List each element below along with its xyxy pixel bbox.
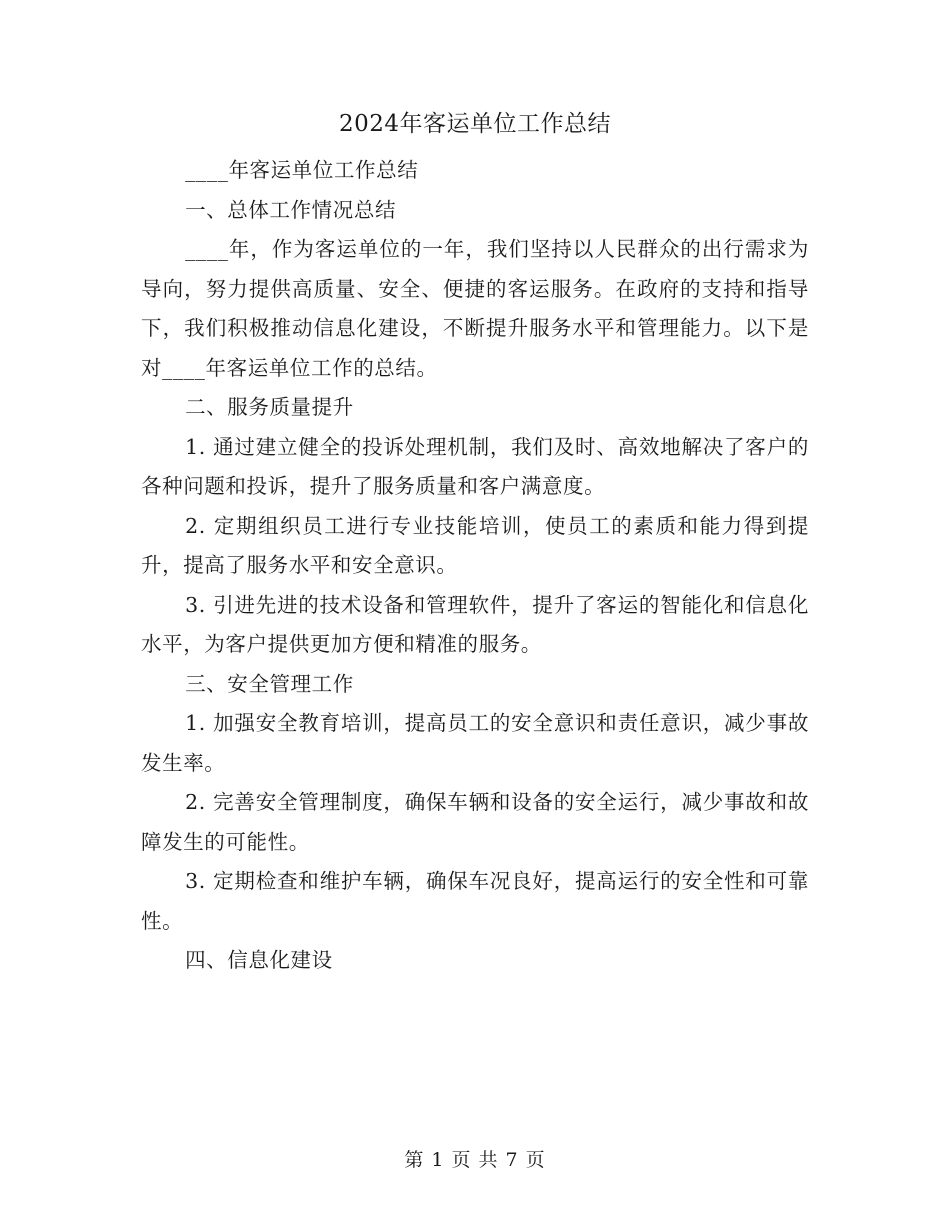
paragraph-service-1: 1. 通过建立健全的投诉处理机制，我们及时、高效地解决了客户的各种问题和投诉，提升了服务质量和客户满意度。 [141,434,809,498]
section-heading-it: 四、信息化建设 [185,948,333,972]
paragraph-safety-2: 2. 完善安全管理制度，确保车辆和设备的安全运行，减少事故和故障发生的可能性。 [141,790,809,854]
section-heading-service: 二、服务质量提升 [185,395,354,419]
paragraph-overall-summary: ____年，作为客运单位的一年，我们坚持以人民群众的出行需求为导向，努力提供高质量、安全、便捷的客运服务。在政府的支持和指导下，我们积极推动信息化建设，不断提升服务水平和管理能力。以下是对____年客运单位工作的总结。 [141,237,809,380]
paragraph-service-2: 2. 定期组织员工进行专业技能培训，使员工的素质和能力得到提升，提高了服务水平和安全意识。 [141,513,809,577]
section-heading-overall: 一、总体工作情况总结 [185,197,397,222]
paragraph-safety-1: 1. 加强安全教育培训，提高员工的安全意识和责任意识，减少事故发生率。 [141,711,809,775]
section-heading-safety: 三、安全管理工作 [185,671,354,696]
document-body [141,151,809,981]
paragraph-service-3: 3. 引进先进的技术设备和管理软件，提升了客运的智能化和信息化水平，为客户提供更加方便和精准的服务。 [141,592,809,656]
paragraph-subtitle: ____年客运单位工作总结 [185,158,419,182]
paragraph-safety-3: 3. 定期检查和维护车辆，确保车况良好，提高运行的安全性和可靠性。 [141,869,809,933]
document-title: 2024年客运单位工作总结 [338,111,612,137]
page-footer [0,1146,950,1174]
page-number-label: 第 1 页 共 7 页 [404,1149,546,1171]
